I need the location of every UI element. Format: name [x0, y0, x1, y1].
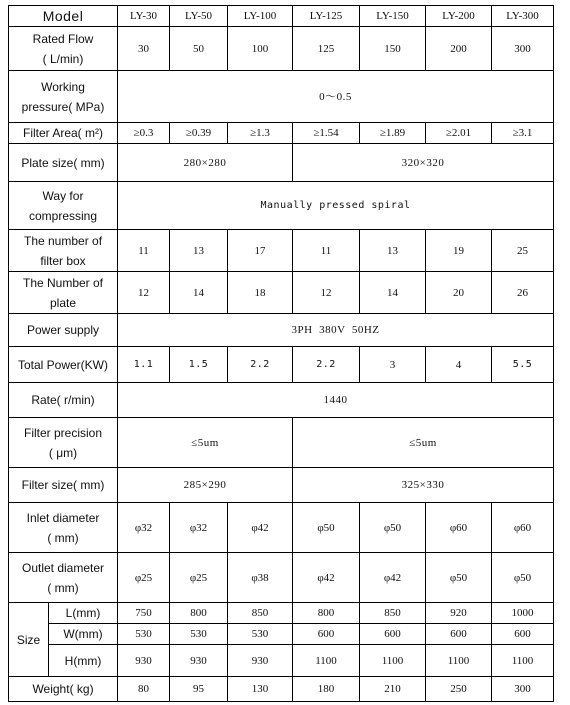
table-cell: ≥1.3 — [228, 123, 293, 144]
specification-table — [8, 5, 554, 702]
table-cell: ≤5um — [293, 418, 554, 468]
table-cell: 530 — [118, 624, 170, 645]
label-line: Working — [41, 79, 85, 94]
power-supply-label: Power supply — [9, 314, 118, 347]
filter-box-row — [9, 230, 554, 272]
plate-size-row — [9, 144, 554, 182]
weight-label: Weight( kg) — [9, 677, 118, 702]
label-line: Way for — [42, 188, 84, 203]
table-cell: 150 — [360, 27, 426, 71]
table-cell: 1100 — [426, 645, 492, 677]
power-supply-row — [9, 314, 554, 347]
table-cell: 14 — [360, 272, 426, 314]
table-cell: 800 — [293, 603, 360, 624]
label-line: Filter precision — [23, 425, 103, 440]
table-cell: 26 — [492, 272, 554, 314]
table-cell: ≥1.54 — [293, 123, 360, 144]
label-line: ( mm) — [47, 530, 79, 545]
table-cell: 1100 — [293, 645, 360, 677]
table-cell: φ42 — [228, 503, 293, 553]
label-line: The Number of — [22, 275, 104, 290]
table-cell: 180 — [293, 677, 360, 702]
way-compressing-row — [9, 182, 554, 230]
table-cell: 0～0.5 — [118, 71, 554, 123]
table-cell: 210 — [360, 677, 426, 702]
plate-size-label: Plate size( mm) — [9, 144, 118, 182]
model-column-header: LY-300 — [492, 6, 554, 27]
table-cell: 4 — [426, 347, 492, 383]
table-cell: 930 — [170, 645, 228, 677]
model-header: Model — [9, 6, 118, 27]
model-column-header: LY-125 — [293, 6, 360, 27]
table-cell: 11 — [293, 230, 360, 272]
table-cell: 1440 — [118, 383, 554, 418]
table-cell: 930 — [228, 645, 293, 677]
outlet-diameter-label — [9, 553, 118, 603]
header-row — [9, 6, 554, 27]
table-cell: 920 — [426, 603, 492, 624]
table-cell: 850 — [360, 603, 426, 624]
rated-flow-label — [9, 27, 118, 71]
label-line: ( μm) — [48, 445, 78, 460]
table-cell: 5.5 — [492, 347, 554, 383]
model-column-header: LY-30 — [118, 6, 170, 27]
plate-count-label — [9, 272, 118, 314]
table-cell: 3 — [360, 347, 426, 383]
table-cell: 2.2 — [293, 347, 360, 383]
outlet-diameter-row — [9, 553, 554, 603]
inlet-diameter-row — [9, 503, 554, 553]
plate-count-row — [9, 272, 554, 314]
model-column-header: LY-100 — [228, 6, 293, 27]
table-cell: 1.5 — [170, 347, 228, 383]
table-cell: 320×320 — [293, 144, 554, 182]
table-cell: 530 — [170, 624, 228, 645]
inlet-diameter-label — [9, 503, 118, 553]
table-cell: φ50 — [360, 503, 426, 553]
filter-size-label: Filter size( mm) — [9, 468, 118, 503]
table-cell: 600 — [293, 624, 360, 645]
label-line: compressing — [28, 208, 98, 223]
table-cell: 1100 — [360, 645, 426, 677]
table-cell: 800 — [170, 603, 228, 624]
table-cell: 13 — [170, 230, 228, 272]
size-label: Size — [9, 603, 49, 677]
filter-size-row — [9, 468, 554, 503]
weight-row — [9, 677, 554, 702]
table-cell: ≥1.89 — [360, 123, 426, 144]
rated-flow-row — [9, 27, 554, 71]
table-cell: φ42 — [293, 553, 360, 603]
table-cell: 14 — [170, 272, 228, 314]
table-cell: φ38 — [228, 553, 293, 603]
filter-area-row — [9, 123, 554, 144]
table-cell: 100 — [228, 27, 293, 71]
working-pressure-label — [9, 71, 118, 123]
label-line: Rated Flow — [32, 31, 94, 46]
table-cell: 11 — [118, 230, 170, 272]
table-cell: φ60 — [492, 503, 554, 553]
size-length-row — [9, 603, 554, 624]
table-cell: φ60 — [426, 503, 492, 553]
table-cell: 130 — [228, 677, 293, 702]
table-cell: φ25 — [118, 553, 170, 603]
rate-row — [9, 383, 554, 418]
model-column-header: LY-200 — [426, 6, 492, 27]
table-cell: 1000 — [492, 603, 554, 624]
table-cell: ≤5um — [118, 418, 293, 468]
table-cell: 200 — [426, 27, 492, 71]
working-pressure-row — [9, 71, 554, 123]
label-line: Outlet diameter — [21, 560, 105, 575]
table-cell: φ32 — [170, 503, 228, 553]
filter-box-label — [9, 230, 118, 272]
table-cell: 18 — [228, 272, 293, 314]
label-line: plate — [49, 295, 77, 310]
table-cell: 600 — [492, 624, 554, 645]
table-cell: 3PH 380V 50HZ — [118, 314, 554, 347]
table-cell: ≥3.1 — [492, 123, 554, 144]
table-cell: Manually pressed spiral — [118, 182, 554, 230]
filter-precision-row — [9, 418, 554, 468]
table-cell: 280×280 — [118, 144, 293, 182]
table-cell: ≥2.01 — [426, 123, 492, 144]
width-label: W(mm) — [49, 624, 118, 645]
table-cell: 17 — [228, 230, 293, 272]
height-label: H(mm) — [49, 645, 118, 677]
table-cell: 80 — [118, 677, 170, 702]
label-line: filter box — [40, 253, 86, 268]
table-cell: 1.1 — [118, 347, 170, 383]
table-cell: 250 — [426, 677, 492, 702]
table-cell: 2.2 — [228, 347, 293, 383]
table-cell: φ50 — [492, 553, 554, 603]
way-compressing-label — [9, 182, 118, 230]
table-cell: 850 — [228, 603, 293, 624]
table-cell: 19 — [426, 230, 492, 272]
table-cell: φ42 — [360, 553, 426, 603]
size-width-row — [9, 624, 554, 645]
label-line: pressure( MPa) — [21, 99, 105, 114]
size-height-row — [9, 645, 554, 677]
table-cell: 25 — [492, 230, 554, 272]
table-cell: 600 — [426, 624, 492, 645]
table-cell: 13 — [360, 230, 426, 272]
table-cell: 285×290 — [118, 468, 293, 503]
total-power-label: Total Power(KW) — [9, 347, 118, 383]
table-cell: 50 — [170, 27, 228, 71]
table-cell: φ50 — [293, 503, 360, 553]
label-line: Inlet diameter — [26, 510, 100, 525]
label-line: ( mm) — [47, 580, 79, 595]
table-cell: 300 — [492, 27, 554, 71]
table-cell: 300 — [492, 677, 554, 702]
table-cell: 20 — [426, 272, 492, 314]
label-line: The number of — [23, 233, 103, 248]
table-cell: φ50 — [426, 553, 492, 603]
model-column-header: LY-50 — [170, 6, 228, 27]
model-column-header: LY-150 — [360, 6, 426, 27]
filter-area-label: Filter Area( m²) — [9, 123, 118, 144]
table-cell: 12 — [293, 272, 360, 314]
table-cell: ≥0.3 — [118, 123, 170, 144]
total-power-row — [9, 347, 554, 383]
table-cell: φ32 — [118, 503, 170, 553]
filter-precision-label — [9, 418, 118, 468]
length-label: L(mm) — [49, 603, 118, 624]
table-cell: 125 — [293, 27, 360, 71]
table-cell: φ25 — [170, 553, 228, 603]
table-cell: 1100 — [492, 645, 554, 677]
label-line: ( L/min) — [42, 51, 84, 66]
table-cell: 530 — [228, 624, 293, 645]
table-cell: 12 — [118, 272, 170, 314]
table-cell: 750 — [118, 603, 170, 624]
table-cell: 325×330 — [293, 468, 554, 503]
table-cell: 30 — [118, 27, 170, 71]
rate-label: Rate( r/min) — [9, 383, 118, 418]
table-cell: ≥0.39 — [170, 123, 228, 144]
table-cell: 930 — [118, 645, 170, 677]
table-cell: 600 — [360, 624, 426, 645]
table-cell: 95 — [170, 677, 228, 702]
